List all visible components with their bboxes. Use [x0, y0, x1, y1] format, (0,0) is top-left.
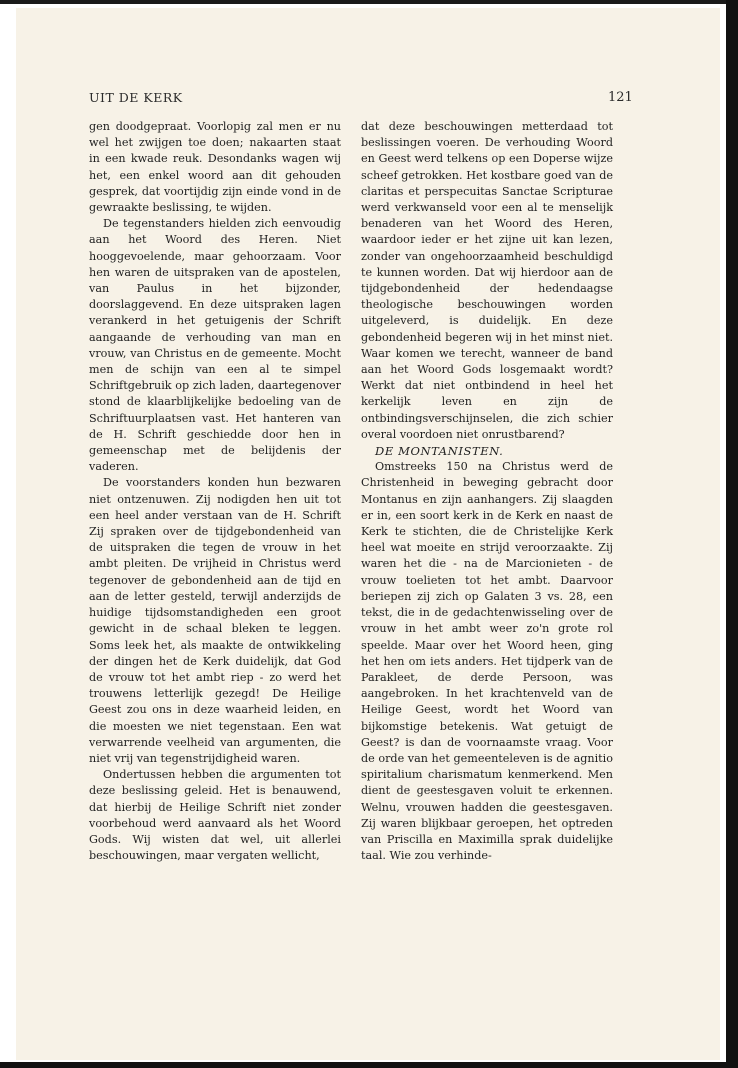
paragraph: De tegenstanders hielden zich eenvoudig aan het Woord des Heren. Niet hooggevoelende, maar gehoorzaam. Voor hen waren de uitspraken van de apostelen, van Paulus in het bijzonder, doorslaggevend. En deze uitspraken lagen verankerd in het getuigenis der Schrift aangaande de verhouding van man en vrouw, van Christus en de gemeente. Mocht men de schijn van een al te simpel Schriftgebruik op zich laden, daartegenover stond de klaarblijkelijke bedoeling van de Schriftuurplaatsen vast. Het hanteren van de H. Schrift geschiedde door hen in gemeenschap met de belijdenis der vaderen.: [89, 217, 341, 474]
scan-edge-right: [726, 0, 738, 1068]
scan-edge-top: [0, 0, 738, 4]
running-title: UIT DE KERK: [89, 90, 183, 105]
book-page: [16, 8, 720, 1060]
paragraph: Ondertussen hebben die argumenten tot deze beslissing geleid. Het is benauwend, dat hierbij de Heilige Schrift niet zonder voorbehoud werd aanvaard als het Woord Gods. Wij wisten dat wel, uit allerlei beschouwingen, maar vergaten wellicht,: [89, 768, 341, 863]
scan-edge-bottom: [0, 1062, 738, 1068]
paragraph: gen doodgepraat. Voorlopig zal men er nu wel het zwijgen toe doen; nakaarten staat in een kwade reuk. Desondanks wagen wij het, een enkel woord aan dit gehouden gesprek, dat voortijdig zijn einde vond in de gewraakte beslissing, te wijden.: [89, 120, 341, 215]
right-column: [361, 119, 613, 864]
paragraph: De voorstanders konden hun bezwaren niet ontzenuwen. Zij nodigden hen uit tot een heel ander verstaan van de H. Schrift Zij spraken over de tijdgebondenheid van de uitspraken die tegen de vrouw in het ambt pleiten. De vrijheid in Christus werd tegenover de gebondenheid aan de tijd en aan de letter gesteld, terwijl anderzijds de huidige tijdsomstandigheden een groot gewicht in de schaal bleken te leggen. Soms leek het, als maakte de ontwikkeling der dingen het de Kerk duidelijk, dat God de vrouw tot het ambt riep - zo werd het trouwens letterlijk gezegd! De Heilige Geest zou ons in deze waarheid leiden, en die moesten we niet tegenstaan. Een wat verwarrende veelheid van argumenten, die niet vrij van tegenstrijdigheid waren.: [89, 476, 341, 765]
paragraph: Omstreeks 150 na Christus werd de Christenheid in beweging gebracht door Montanus en zijn aanhangers. Zij slaagden er in, een soort kerk in de Kerk en naast de Kerk te stichten, die de Christelijke Kerk heel wat moeite en strijd veroorzaakte. Zij waren het die - na de Marcionieten - de vrouw toelieten tot het ambt. Daarvoor beriepen zij zich op Galaten 3 vs. 28, een tekst, die in de gedachtenwisseling over de vrouw in het ambt weer zo'n grote rol speelde. Maar over het Woord heen, ging het hen om iets anders. Het tijdperk van de Parakleet, de derde Persoon, was aangebroken. In het krachtenveld van de Heilige Geest, wordt het Woord van bijkomstige betekenis. Wat getuigt de Geest? is dan de voornaamste vraag. Voor de orde van het gemeenteleven is de agnitio spiritalium charismatum kenmerkend. Men dient de geestesgaven voluit te erkennen. Welnu, vrouwen hadden die geestesgaven. Zij waren blijkbaar geroepen, het optreden van Priscilla en Maximilla sprak duidelijke taal. Wie zou verhinde-: [361, 460, 613, 863]
left-column: [89, 119, 341, 864]
paragraph: dat deze beschouwingen metterdaad tot beslissingen voeren. De verhouding Woord en Geest werd telkens op een Doperse wijze scheef getrokken. Het kostbare goed van de claritas et perspecuitas Sanctae Scripturae werd verkwanseld voor een al te menselijk benaderen van het Woord des Heren, waardoor ieder er het zijne uit kan lezen, zonder van ongehoorzaamheid beschuldigd te kunnen worden. Dat wij hierdoor aan de tijdgebondenheid der hedendaagse theologische beschouwingen worden uitgeleverd, is duidelijk. En deze gebondenheid begeren wij in het minst niet. Waar komen we terecht, wanneer de band aan het Woord Gods losgemaakt wordt? Werkt dat niet ontbindend in heel het kerkelijk leven en zijn de ontbindingsverschijnselen, die zich schier overal voordoen niet onrustbarend?: [361, 120, 613, 441]
section-heading: DE MONTANISTEN.: [375, 444, 504, 459]
page-number: 121: [608, 90, 633, 105]
